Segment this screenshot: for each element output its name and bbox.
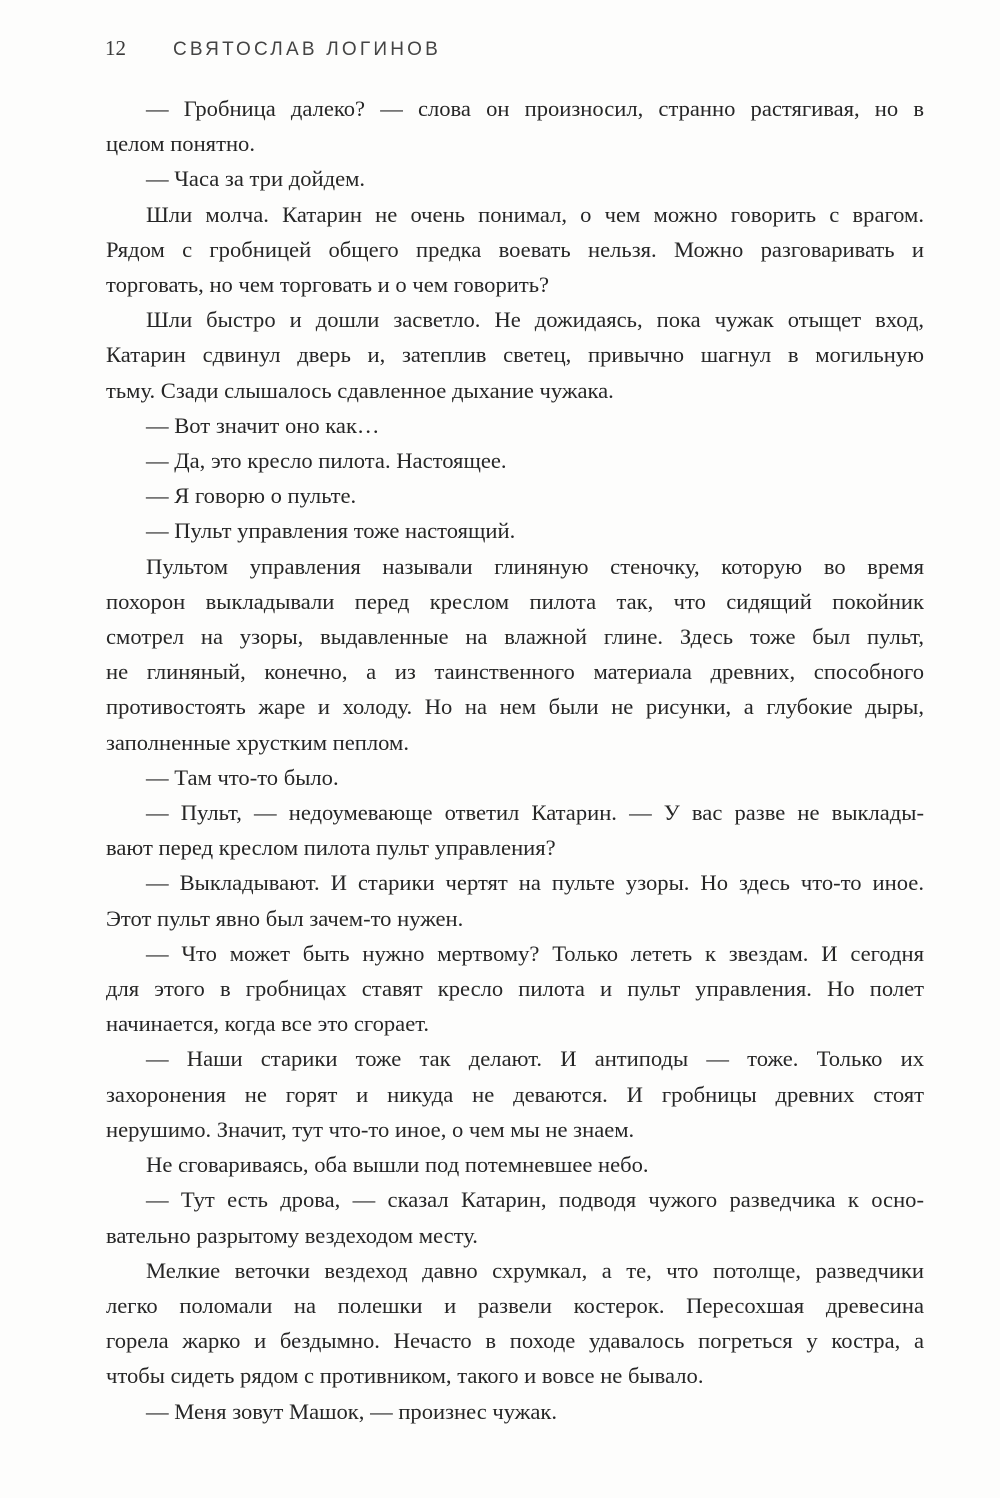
text-line: смотрел на узоры, выдавленные на влажной глине. Здесь тоже был пульт, bbox=[106, 624, 924, 650]
text-line: — Часа за три дойдем. bbox=[146, 166, 366, 192]
text-line: — Там что-то было. bbox=[146, 764, 339, 790]
paragraph bbox=[106, 197, 924, 303]
text-line: — Тут есть дрова, — сказал Катарин, подводя чужого разведчика к осно- bbox=[146, 1187, 924, 1213]
paragraph bbox=[106, 1041, 924, 1147]
text-line: Мелкие веточки вездеход давно схрумкал, а те, что потолще, разведчики bbox=[146, 1257, 924, 1283]
paragraph bbox=[106, 443, 924, 478]
text-line: вают перед креслом пилота пульт управления? bbox=[106, 835, 556, 861]
text-line: тьму. Сзади слышалось сдавленное дыхание чужака. bbox=[106, 377, 614, 403]
text-line: вательно разрытому вездеходом месту. bbox=[106, 1222, 478, 1248]
paragraph bbox=[106, 478, 924, 513]
text-line: целом понятно. bbox=[106, 131, 255, 157]
text-line: Шли молча. Катарин не очень понимал, о чем можно говорить с врагом. bbox=[146, 201, 924, 227]
text-line: не глиняный, конечно, а из таинственного материала древних, способного bbox=[106, 659, 924, 685]
paragraph bbox=[106, 161, 924, 196]
text-line: Этот пульт явно был зачем-то нужен. bbox=[106, 905, 464, 931]
paragraph bbox=[106, 936, 924, 1042]
text-line: Катарин сдвинул дверь и, затеплив светец, привычно шагнул в могильную bbox=[106, 342, 924, 368]
running-head bbox=[105, 36, 441, 66]
text-line: чтобы сидеть рядом с противником, такого и вовсе не бывало. bbox=[106, 1363, 704, 1389]
paragraph bbox=[106, 1147, 924, 1182]
paragraph bbox=[106, 760, 924, 795]
text-line: Пультом управления называли глиняную стеночку, которую во время bbox=[146, 553, 924, 579]
text-line: — Вот значит оно как… bbox=[146, 412, 380, 438]
text-line: Не сговариваясь, оба вышли под потемневшее небо. bbox=[146, 1152, 649, 1178]
text-line: похорон выкладывали перед креслом пилота так, что сидящий покойник bbox=[106, 588, 924, 614]
text-line: — Пульт управления тоже настоящий. bbox=[146, 518, 516, 544]
text-line: — Выкладывают. И старики чертят на пульте узоры. Но здесь что-то иное. bbox=[146, 870, 924, 896]
text-line: для этого в гробницах ставят кресло пилота и пульт управления. Но полет bbox=[106, 976, 924, 1002]
text-line: торговать, но чем торговать и о чем говорить? bbox=[106, 272, 550, 298]
text-line: — Да, это кресло пилота. Настоящее. bbox=[146, 448, 507, 474]
text-line: — Пульт, — недоумевающе ответил Катарин. — У вас разве не выклады- bbox=[146, 800, 924, 826]
text-line: легко поломали на полешки и развели костерок. Пересохшая древесина bbox=[106, 1292, 924, 1318]
text-line: Шли быстро и дошли засветло. Не дожидаясь, пока чужак отыщет вход, bbox=[146, 307, 924, 333]
text-line: захоронения не горят и никуда не деваются. И гробницы древних стоят bbox=[106, 1081, 924, 1107]
text-line: — Гробница далеко? — слова он произносил, странно растягивая, но в bbox=[146, 96, 924, 121]
text-line: — Я говорю о пульте. bbox=[146, 483, 357, 509]
paragraph bbox=[106, 795, 924, 865]
text-line: заполненные хрустким пеплом. bbox=[106, 729, 409, 755]
paragraph bbox=[106, 91, 924, 161]
paragraph bbox=[106, 549, 924, 760]
body-text bbox=[106, 91, 924, 1429]
text-line: Рядом с гробницей общего предка воевать нельзя. Можно разговаривать и bbox=[106, 236, 924, 262]
running-head-author: СВЯТОСЛАВ ЛОГИНОВ bbox=[173, 39, 441, 60]
text-line: — Меня зовут Машок, — произнес чужак. bbox=[146, 1398, 558, 1424]
text-line: начинается, когда все это сгорает. bbox=[106, 1011, 430, 1037]
text-line: нерушимо. Значит, тут что-то иное, о чем мы не знаем. bbox=[106, 1116, 635, 1142]
page-number: 12 bbox=[105, 36, 126, 60]
paragraph bbox=[106, 1394, 924, 1429]
paragraph bbox=[106, 513, 924, 548]
text-line: — Что может быть нужно мертвому? Только лететь к звездам. И сегодня bbox=[146, 940, 924, 966]
paragraph bbox=[106, 1182, 924, 1252]
text-line: противостоять жаре и холоду. Но на нем были не рисунки, а глубокие дыры, bbox=[106, 694, 924, 720]
paragraph bbox=[106, 865, 924, 935]
paragraph bbox=[106, 408, 924, 443]
text-line: — Наши старики тоже так делают. И антиподы — тоже. Только их bbox=[146, 1046, 924, 1072]
text-line: горела жарко и бездымно. Нечасто в походе удавалось погреться у костра, а bbox=[106, 1328, 924, 1354]
paragraph bbox=[106, 1253, 924, 1394]
paragraph bbox=[106, 302, 924, 408]
